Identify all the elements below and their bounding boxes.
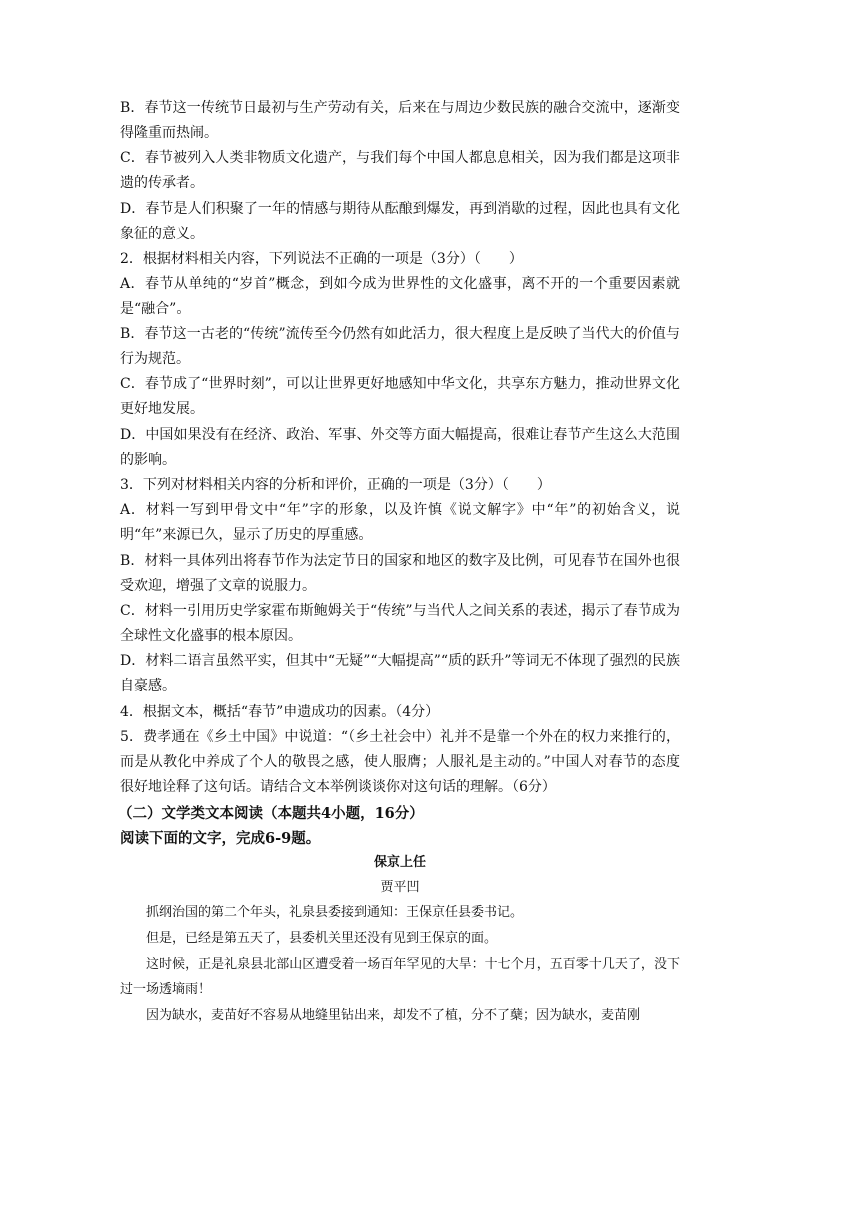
q3-option-a: A．材料一写到甲骨文中“年”字的形象，以及许慎《说文解字》中“年”的初始含义，说明“年”来源已久，显示了历史的厚重感。 bbox=[120, 502, 680, 543]
q2-option-b: B．春节这一古老的“传统”流传至今仍然有如此活力，很大程度上是反映了当代大的价值与行为规范。 bbox=[120, 326, 680, 367]
q2-stem: 2．根据材料相关内容，下列说法不正确的一项是（3分）（ ） bbox=[120, 251, 523, 267]
q3-option-c: C．材料一引用历史学家霍布斯鲍姆关于“传统”与当代人之间关系的表述，揭示了春节成为全球性文化盛事的根本原因。 bbox=[120, 603, 680, 644]
q1-option-b: B．春节这一传统节日最初与生产劳动有关，后来在与周边少数民族的融合交流中，逐渐变得隆重而热闹。 bbox=[120, 100, 680, 141]
story-paragraph: 抓纲治国的第二个年头，礼泉县委接到通知：王保京任县委书记。 bbox=[146, 905, 524, 920]
q2-option-d: D．中国如果没有在经济、政治、军事、外交等方面大幅提高，很难让春节产生这么大范围的影响。 bbox=[120, 427, 680, 468]
q5-question: 5．费孝通在《乡土中国》中说道：“（乡土社会中）礼并不是靠一个外在的权力来推行的，而是从教化中养成了个人的敬畏之感，使人服膺；人服礼是主动的。”中国人对春节的态度很好地诠释了这句话。请结合文本举例谈谈你对这句话的理解。（6分） bbox=[120, 729, 680, 795]
q3-option-b: B．材料一具体列出将春节作为法定节日的国家和地区的数字及比例，可见春节在国外也很受欢迎，增强了文章的说服力。 bbox=[120, 553, 680, 594]
story-author: 贾平凹 bbox=[380, 880, 420, 895]
q3-stem: 3．下列对材料相关内容的分析和评价，正确的一项是（3分）（ ） bbox=[120, 477, 551, 493]
story-paragraph: 这时候，正是礼泉县北部山区遭受着一场百年罕见的大旱：十七个月，五百零十几天了，没下过一场透墒雨！ bbox=[120, 957, 680, 997]
story-paragraph: 因为缺水，麦苗好不容易从地缝里钻出来，却发不了植，分不了蘖；因为缺水，麦苗刚 bbox=[146, 1008, 641, 1023]
q2-option-a: A．春节从单纯的“岁首”概念，到如今成为世界性的文化盛事，离不开的一个重要因素就是“融合”。 bbox=[120, 276, 680, 317]
section-heading: （二）文学类文本阅读（本题共4小题，16分） bbox=[118, 805, 424, 822]
q1-option-c: C．春节被列入人类非物质文化遗产，与我们每个中国人都息息相关，因为我们都是这项非遗的传承者。 bbox=[120, 150, 680, 191]
q3-option-d: D．材料二语言虽然平实，但其中“无疑”“大幅提高”“质的跃升”等词无不体现了强烈的民族自豪感。 bbox=[120, 653, 680, 694]
story-paragraph: 但是，已经是第五天了，县委机关里还没有见到王保京的面。 bbox=[146, 931, 498, 946]
q2-option-c: C．春节成了“世界时刻”，可以让世界更好地感知中华文化，共享东方魅力，推动世界文化更好地发展。 bbox=[120, 376, 680, 417]
story-title: 保京上任 bbox=[373, 855, 426, 870]
q4-question: 4．根据文本，概括“春节”申遗成功的因素。（4分） bbox=[120, 704, 440, 720]
section-instruction: 阅读下面的文字，完成6-9题。 bbox=[120, 830, 321, 847]
q1-option-d: D．春节是人们积聚了一年的情感与期待从酝酿到爆发，再到消歇的过程，因此也具有文化象征的意义。 bbox=[120, 201, 680, 242]
